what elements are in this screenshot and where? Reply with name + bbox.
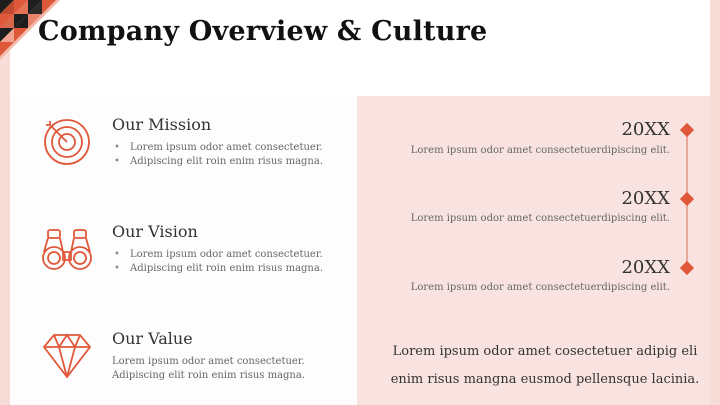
value-text-line-2: Adipiscing elit roin enim risus magna. [112, 370, 306, 381]
value-text [112, 355, 352, 383]
page-title: Company Overview & Culture [38, 16, 488, 47]
vision-bullet-2: • Adipiscing elit roin enim risus magna. [112, 262, 323, 276]
mission-bullet-1: • Lorem ipsum odor amet consectetuer. [112, 141, 323, 155]
vision-heading: Our Vision [112, 222, 198, 241]
mission-heading: Our Mission [112, 115, 212, 134]
left-border [0, 0, 10, 405]
summary-text [380, 338, 710, 394]
timeline-desc-1: Lorem ipsum odor amet consectetuerdipiscing elit. [410, 145, 670, 156]
diamond-icon [40, 329, 94, 383]
vision-block [40, 222, 350, 282]
summary-line-2: enim risus mangna eusmod pellensque lacinia. [390, 372, 700, 387]
mission-bullets [112, 141, 323, 169]
vision-bullets [112, 248, 323, 276]
timeline-year-3: 20XX [621, 257, 670, 278]
timeline-desc-2: Lorem ipsum odor amet consectetuerdipiscing elit. [410, 213, 670, 224]
summary-line-1: Lorem ipsum odor amet cosectetuer adipig eli [392, 344, 698, 359]
binoculars-icon [40, 222, 94, 276]
value-heading: Our Value [112, 329, 193, 348]
timeline-year-1: 20XX [621, 119, 670, 140]
timeline-year-2: 20XX [621, 188, 670, 209]
timeline-desc-3: Lorem ipsum odor amet consectetuerdipiscing elit. [410, 282, 670, 293]
value-text-line-1: Lorem ipsum odor amet consectetuer. [112, 356, 305, 367]
mission-bullet-2: • Adipiscing elit roin enim risus magna. [112, 155, 323, 169]
mission-block [40, 115, 350, 175]
target-icon [40, 115, 94, 169]
right-border [710, 0, 720, 405]
vision-bullet-1: • Lorem ipsum odor amet consectetuer. [112, 248, 323, 262]
value-block [40, 329, 350, 389]
